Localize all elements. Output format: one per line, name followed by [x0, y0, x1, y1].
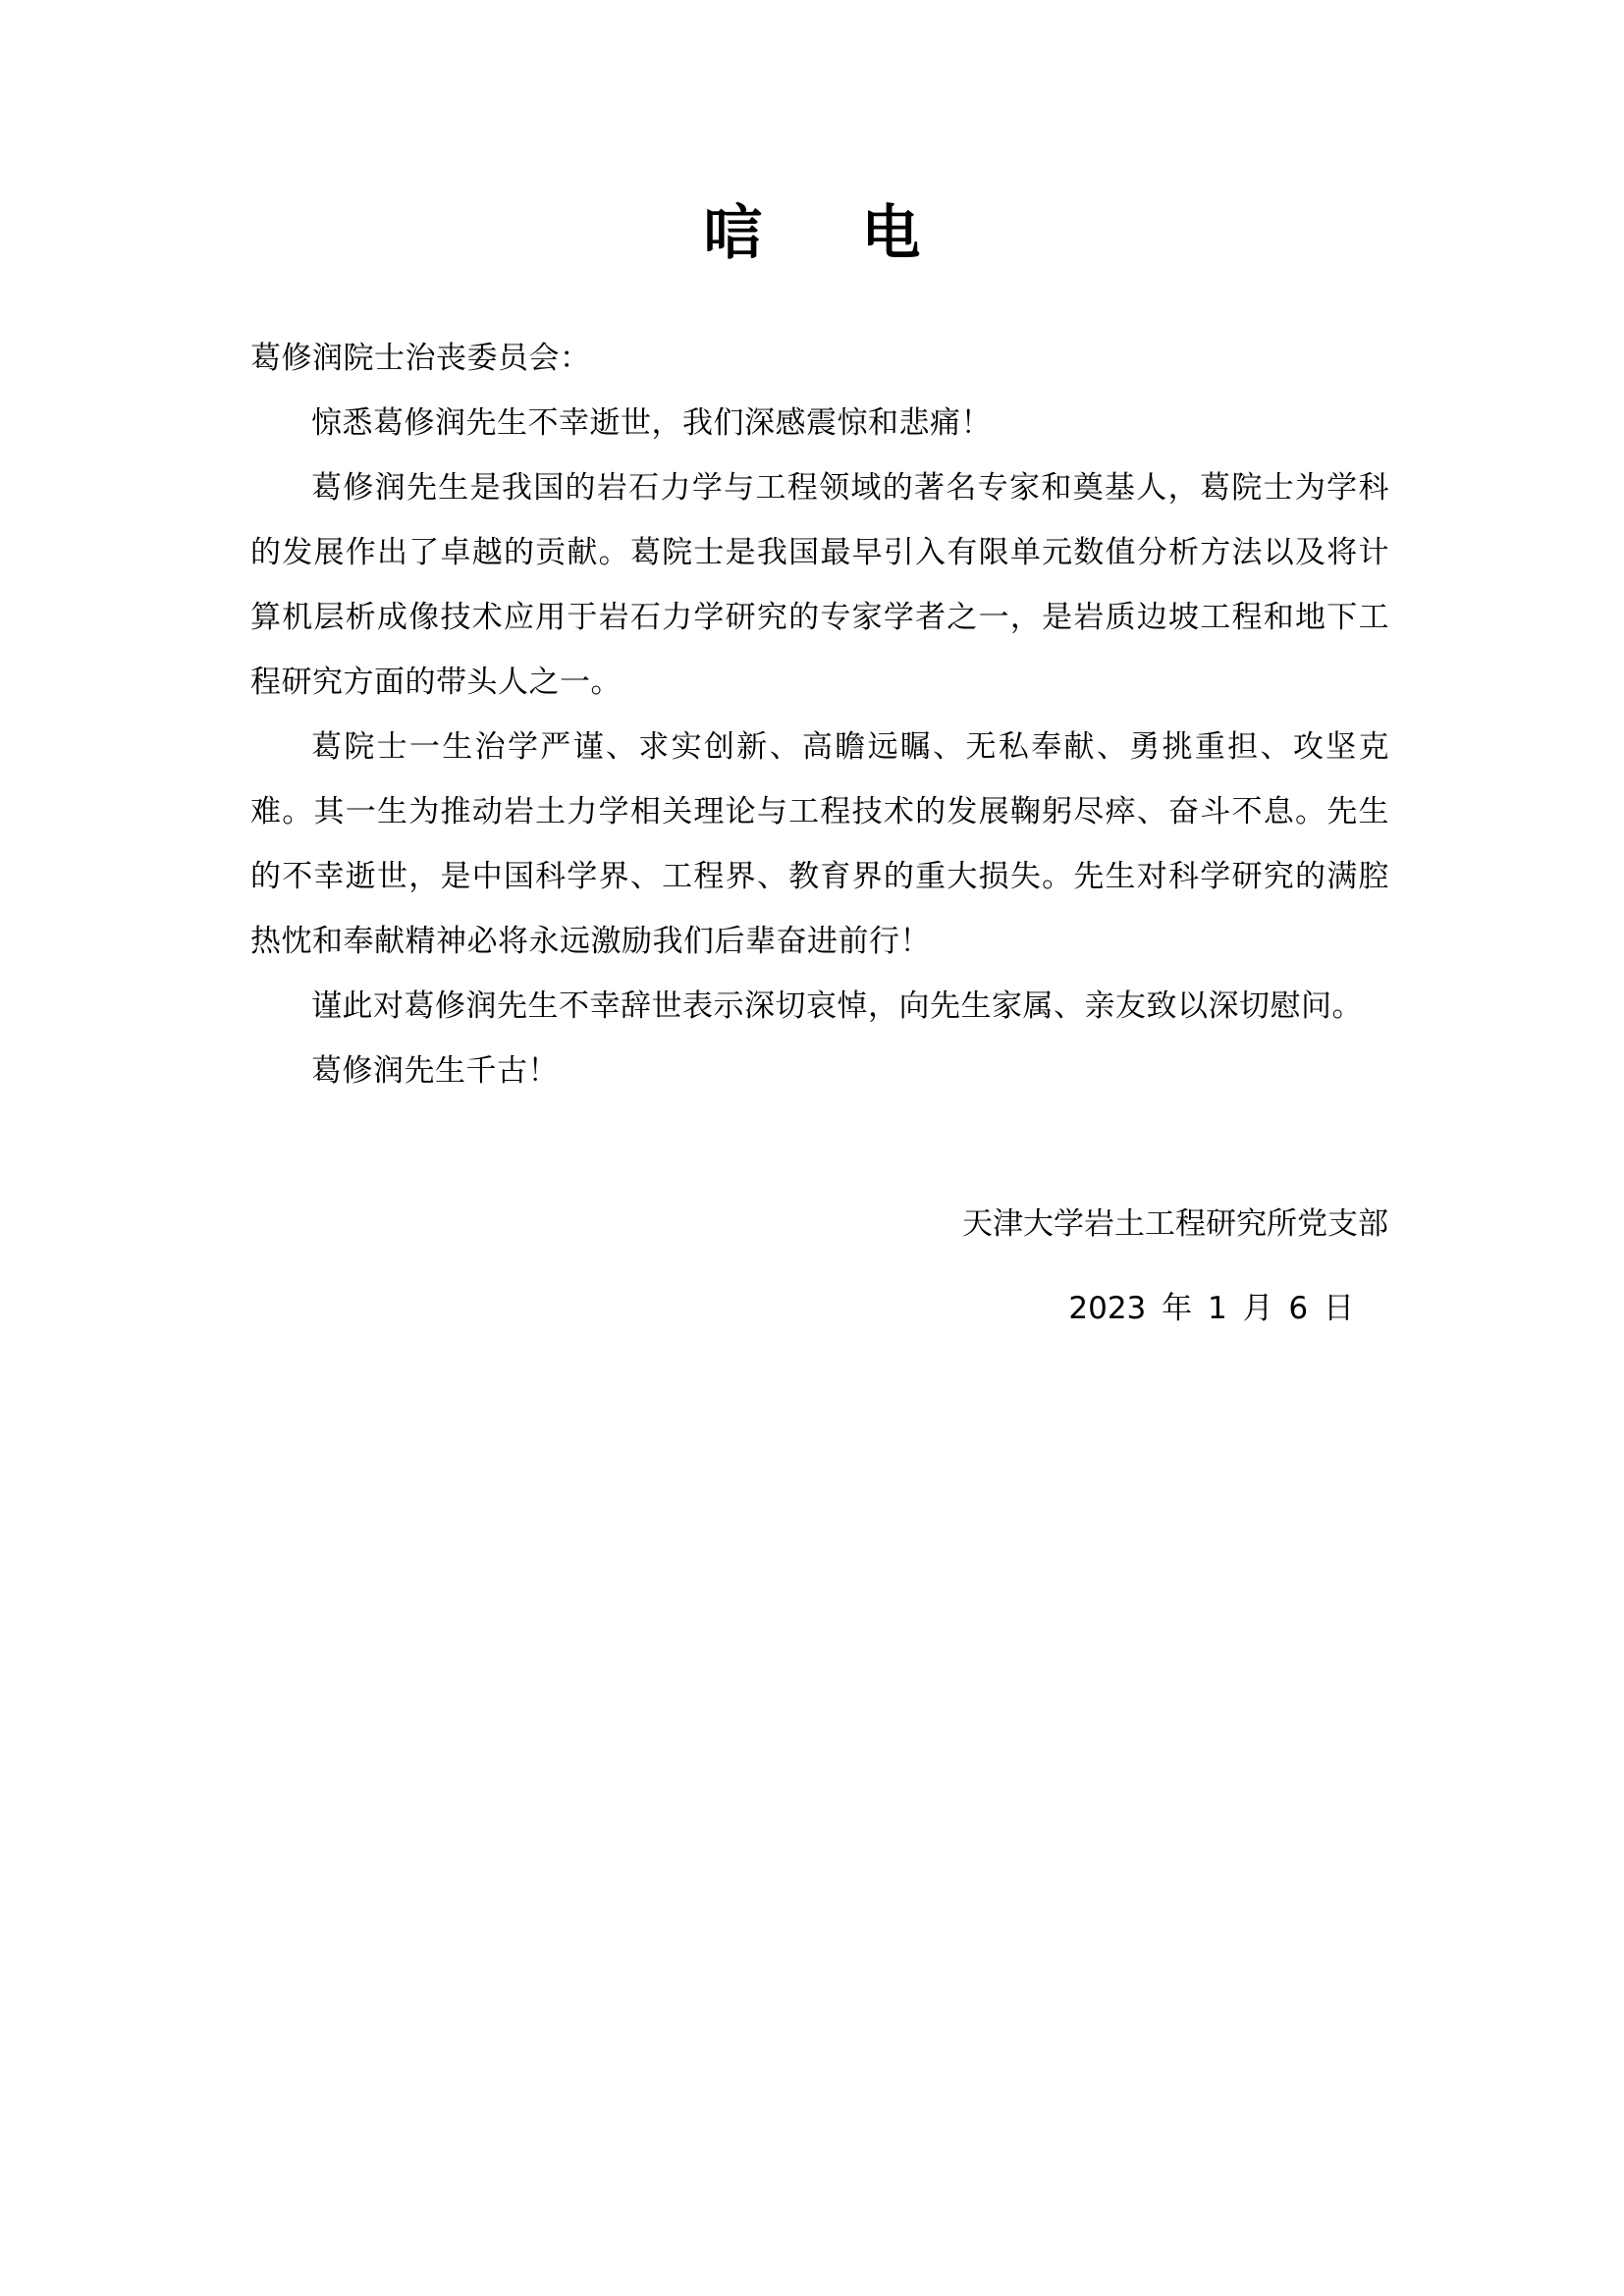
paragraph-character: 葛院士一生治学严谨、求实创新、高瞻远瞩、无私奉献、勇挑重担、攻坚克难。其一生为推动岩土力学相关理论与工程技术的发展鞠躬尽瘁、奋斗不息。先生的不幸逝世，是中国科学界、工程界、教育界的重大损失。先生对科学研究的满腔热忱和奉献精神必将永远激励我们后辈奋进前行！ — [250, 729, 1389, 959]
paragraph-farewell: 葛修润先生千古！ — [311, 1053, 559, 1089]
signature-organization: 天津大学岩土工程研究所党支部 — [962, 1206, 1388, 1242]
signature-date: 2023 年 1 月 6 日 — [1068, 1291, 1354, 1326]
letter-body — [250, 391, 1389, 1103]
paragraph-contributions: 葛修润先生是我国的岩石力学与工程领域的著名专家和奠基人，葛院士为学科的发展作出了卓越的贡献。葛院士是我国最早引入有限单元数值分析方法以及将计算机层析成像技术应用于岩石力学研究的专家学者之一，是岩质边坡工程和地下工程研究方面的带头人之一。 — [250, 470, 1389, 700]
document-title: 唁 电 — [703, 199, 960, 268]
paragraph-condolence-family: 谨此对葛修润先生不幸辞世表示深切哀悼，向先生家属、亲友致以深切慰问。 — [311, 988, 1363, 1024]
salutation: 葛修润院士治丧委员会： — [250, 341, 591, 376]
paragraph-condolence-opening: 惊悉葛修润先生不幸逝世，我们深感震惊和悲痛！ — [311, 405, 992, 441]
